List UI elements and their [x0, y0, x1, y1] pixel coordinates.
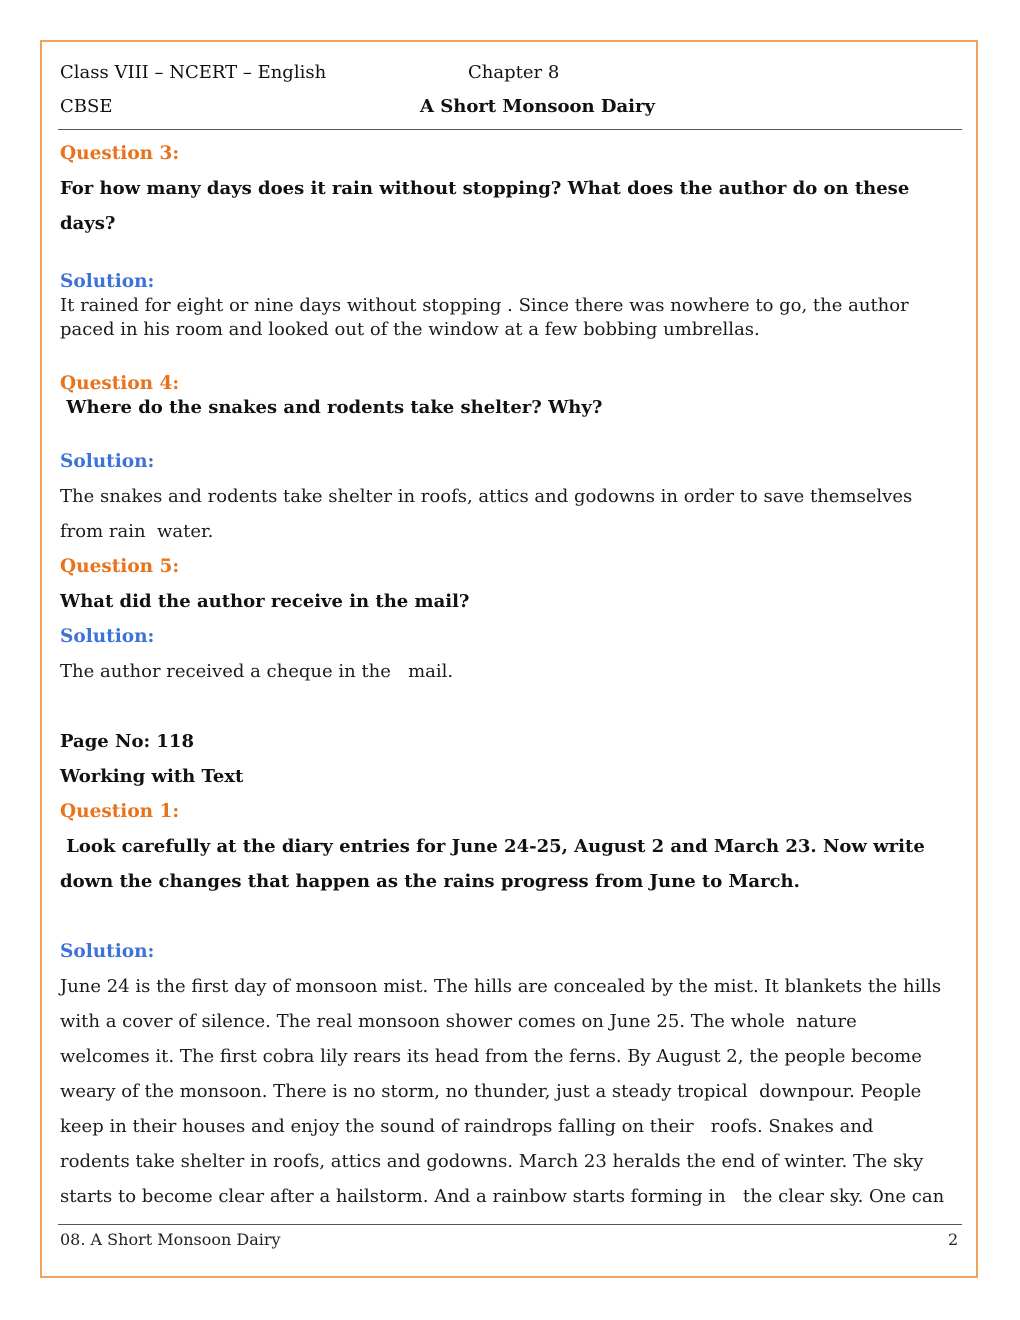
solution-3-line2: paced in his room and looked out of the window at a few bobbing umbrellas.	[60, 319, 760, 340]
solution-1-line: rodents take shelter in roofs, attics and godowns. March 23 heralds the end of winter. The sky	[60, 1151, 924, 1172]
solution-1-line: keep in their houses and enjoy the sound of raindrops falling on their roofs. Snakes and	[60, 1116, 874, 1137]
solution-1-label: Solution:	[60, 941, 155, 962]
question-1-text-line1: Look carefully at the diary entries for June 24-25, August 2 and March 23. Now write	[60, 836, 925, 857]
section-heading: Working with Text	[60, 766, 244, 787]
question-3-label: Question 3:	[60, 143, 180, 164]
solution-5-line1: The author received a cheque in the mail.	[60, 661, 454, 682]
solution-1-line: June 24 is the first day of monsoon mist. The hills are concealed by the mist. It blankets the hills	[60, 976, 942, 997]
solution-3-line1: It rained for eight or nine days without stopping . Since there was nowhere to go, the author	[60, 295, 909, 316]
page-number-heading: Page No: 118	[60, 731, 194, 752]
question-3-text-line2: days?	[60, 213, 116, 234]
solution-4-line1: The snakes and rodents take shelter in roofs, attics and godowns in order to save themselves	[60, 486, 913, 507]
header-class-label: Class VIII – NCERT – English	[60, 62, 327, 83]
question-5-text: What did the author receive in the mail?	[60, 591, 470, 612]
solution-3-label: Solution:	[60, 271, 155, 292]
question-4-text: Where do the snakes and rodents take shelter? Why?	[60, 397, 603, 418]
solution-4-line2: from rain water.	[60, 521, 214, 542]
footer-page-number: 2	[948, 1230, 959, 1249]
solution-1-line: with a cover of silence. The real monsoon shower comes on June 25. The whole nature	[60, 1011, 857, 1032]
solution-5-label: Solution:	[60, 626, 155, 647]
question-5-label: Question 5:	[60, 556, 180, 577]
header-chapter-title: A Short Monsoon Dairy	[420, 96, 655, 117]
question-4-label: Question 4:	[60, 373, 180, 394]
question-1-label: Question 1:	[60, 801, 180, 822]
question-1-text-line2: down the changes that happen as the rains progress from June to March.	[60, 871, 800, 892]
solution-1-line: welcomes it. The first cobra lily rears its head from the ferns. By August 2, the people become	[60, 1046, 922, 1067]
header-board-label: CBSE	[60, 96, 113, 117]
header-chapter-label: Chapter 8	[468, 62, 560, 83]
footer-divider	[58, 1224, 962, 1225]
solution-1-line: weary of the monsoon. There is no storm, no thunder, just a steady tropical downpour. People	[60, 1081, 922, 1102]
solution-1-line: starts to become clear after a hailstorm. And a rainbow starts forming in the clear sky. One can	[60, 1186, 945, 1207]
footer-chapter-title: 08. A Short Monsoon Dairy	[60, 1230, 281, 1249]
header-divider	[58, 129, 962, 130]
question-3-text-line1: For how many days does it rain without stopping? What does the author do on these	[60, 178, 910, 199]
solution-4-label: Solution:	[60, 451, 155, 472]
